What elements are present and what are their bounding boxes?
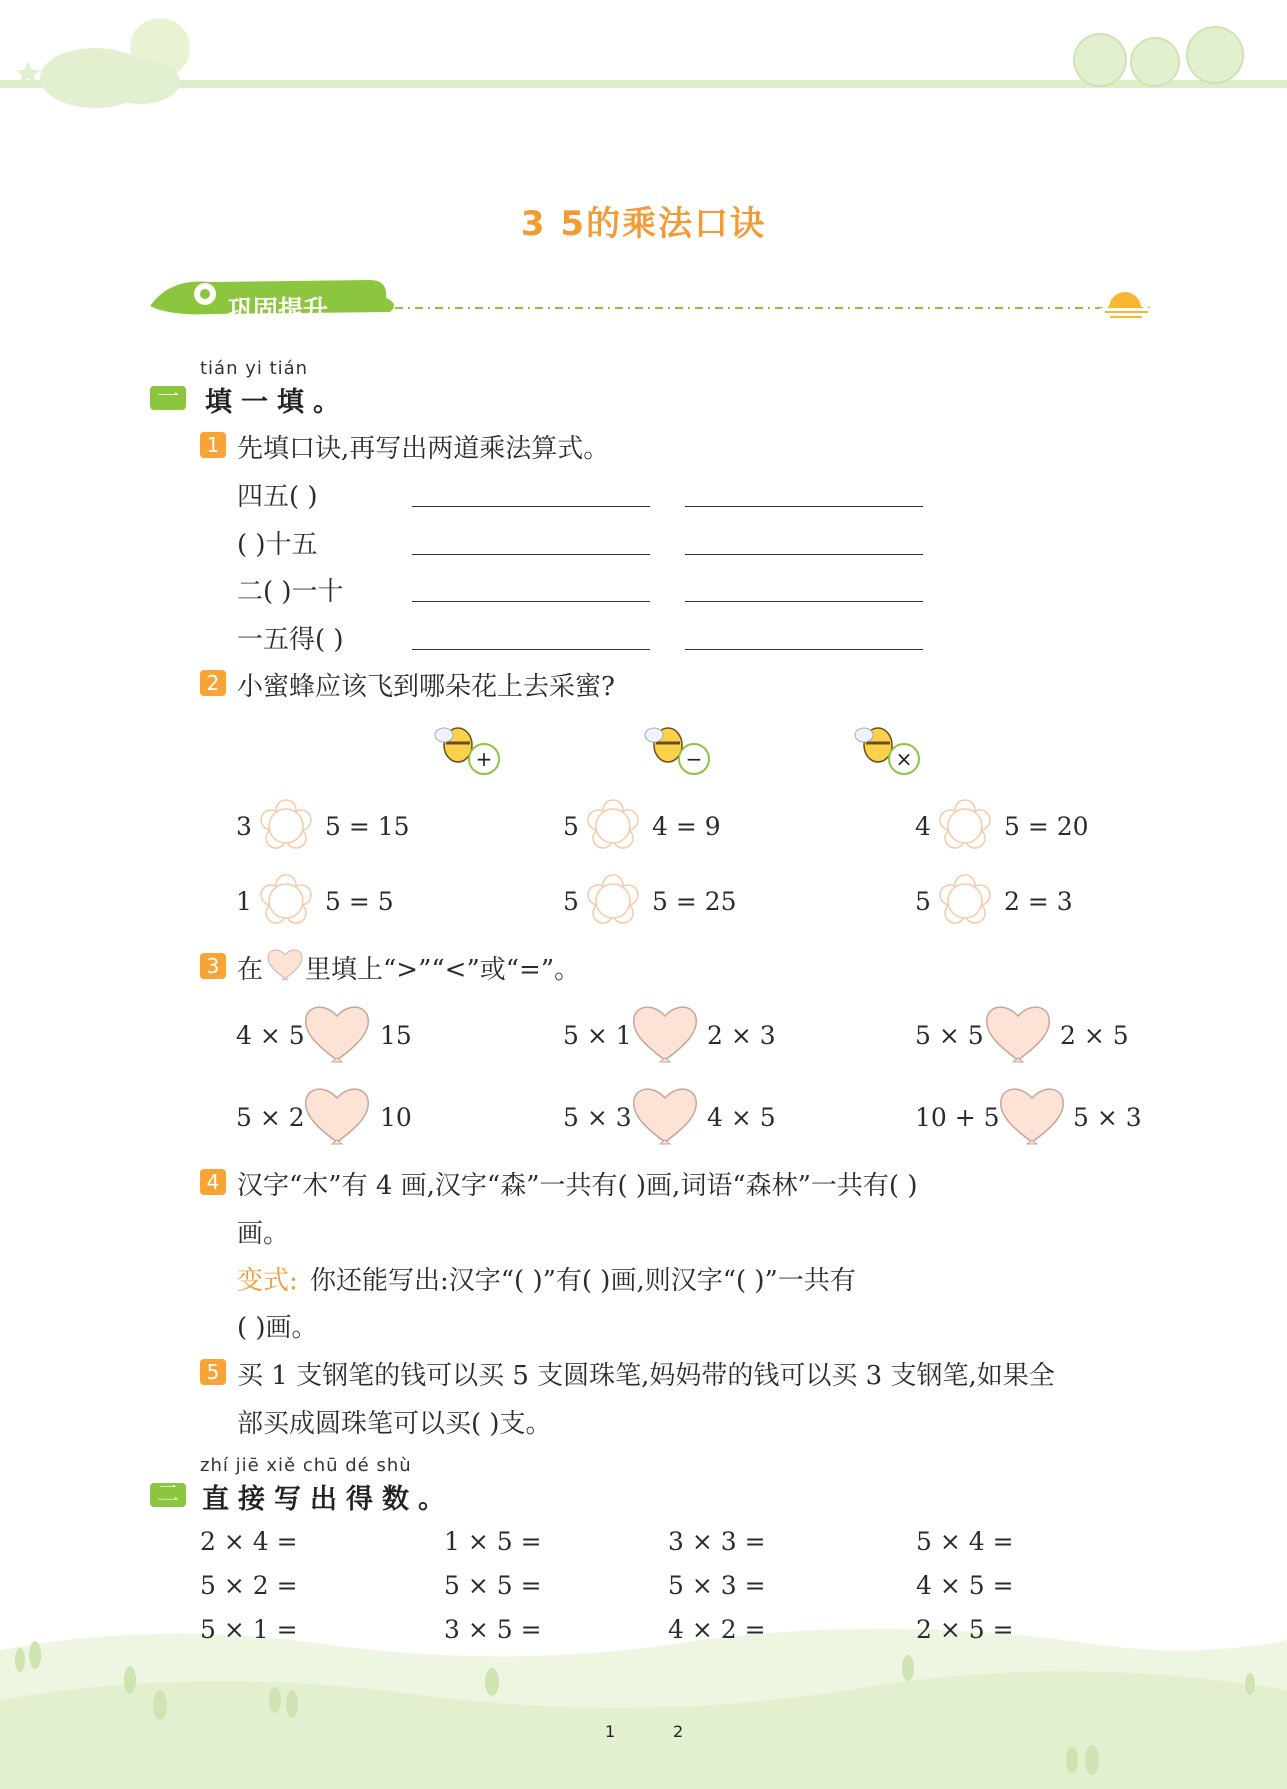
calc-item: 3 × 3 = xyxy=(668,1527,766,1556)
section2-title: 直接写出得数。 xyxy=(202,1484,454,1515)
q1-row-3: 二( )一十 xyxy=(237,577,344,607)
calc-item: 4 × 2 = xyxy=(668,1615,766,1644)
compare-right: 5 × 3 xyxy=(1073,1103,1142,1132)
heart-blank[interactable] xyxy=(302,1082,372,1148)
q4-line-1: 汉字“木”有 4 画,汉字“森”一共有( )画,词语“森林”一共有( ) xyxy=(237,1171,918,1201)
q1-row-4: 一五得( ) xyxy=(237,625,344,655)
q1-answer-blank[interactable] xyxy=(685,478,923,507)
calc-item: 5 × 5 = xyxy=(444,1571,542,1600)
page-number: 1 xyxy=(605,1722,616,1741)
q5-line-2: 部买成圆珠笔可以买( )支。 xyxy=(237,1409,552,1439)
flower-blank[interactable] xyxy=(585,873,641,929)
q3-number: 3 xyxy=(200,953,226,979)
calc-item: 5 × 2 = xyxy=(200,1571,298,1600)
calc-item: 5 × 1 = xyxy=(200,1615,298,1644)
q4-number: 4 xyxy=(200,1169,226,1195)
compare-left: 10 + 5 xyxy=(915,1103,1000,1132)
q1-row-1: 四五( ) xyxy=(237,482,318,512)
flower-blank[interactable] xyxy=(258,873,314,929)
q4-variant-label: 变式: xyxy=(237,1266,298,1296)
flower-left: 5 xyxy=(563,887,579,916)
heart-blank[interactable] xyxy=(630,1082,700,1148)
bee-operator: + xyxy=(475,747,493,771)
calc-item: 2 × 4 = xyxy=(200,1527,298,1556)
compare-left: 5 × 2 xyxy=(236,1103,305,1132)
q1-answer-blank[interactable] xyxy=(685,526,923,555)
q1-number: 1 xyxy=(200,432,226,458)
page-title: 3 5的乘法口诀 xyxy=(520,204,767,244)
calc-item: 5 × 4 = xyxy=(916,1527,1014,1556)
calc-item: 5 × 3 = xyxy=(668,1571,766,1600)
flower-right: 5 = 20 xyxy=(1004,812,1089,841)
q4-line-2: 画。 xyxy=(237,1219,290,1249)
header-decoration xyxy=(0,0,1287,110)
calc-item: 4 × 5 = xyxy=(916,1571,1014,1600)
q1-answer-blank[interactable] xyxy=(685,573,923,602)
compare-left: 4 × 5 xyxy=(236,1021,305,1050)
q1-answer-blank[interactable] xyxy=(685,621,923,650)
compare-right: 2 × 3 xyxy=(707,1021,776,1050)
flower-blank[interactable] xyxy=(937,798,993,854)
compare-left: 5 × 3 xyxy=(563,1103,632,1132)
compare-right: 2 × 5 xyxy=(1060,1021,1129,1050)
flower-right: 2 = 3 xyxy=(1004,887,1073,916)
section1-title: 填一填。 xyxy=(205,387,349,418)
flower-blank[interactable] xyxy=(258,798,314,854)
compare-left: 5 × 5 xyxy=(915,1021,984,1050)
flower-left: 4 xyxy=(915,812,931,841)
footer-hills-decoration xyxy=(0,1610,1287,1789)
q3-text-after: 里填上“>”“<”或“=”。 xyxy=(305,955,581,985)
section1-badge: 一 xyxy=(150,386,186,410)
q1-text: 先填口诀,再写出两道乘法算式。 xyxy=(237,434,610,464)
q1-answer-blank[interactable] xyxy=(412,573,650,602)
flower-blank[interactable] xyxy=(937,873,993,929)
section2-pinyin: zhí jiē xiě chū dé shù xyxy=(200,1455,412,1476)
flower-right: 5 = 25 xyxy=(652,887,737,916)
calc-item: 2 × 5 = xyxy=(916,1615,1014,1644)
q1-answer-blank[interactable] xyxy=(412,621,650,650)
q4-variant-line-2: ( )画。 xyxy=(237,1313,318,1343)
calc-item: 3 × 5 = xyxy=(444,1615,542,1644)
bee-times-icon xyxy=(850,715,920,777)
q1-row-2: ( )十五 xyxy=(237,530,318,560)
compare-right: 4 × 5 xyxy=(707,1103,776,1132)
animals-icon xyxy=(1074,27,1243,86)
section1-pinyin: tián yi tián xyxy=(200,358,309,379)
bee-operator: × xyxy=(895,747,913,771)
flower-right: 5 = 15 xyxy=(325,812,410,841)
q4-variant-line-1: 你还能写出:汉字“( )”有( )画,则汉字“( )”一共有 xyxy=(310,1266,856,1296)
heart-blank[interactable] xyxy=(997,1082,1067,1148)
flower-left: 5 xyxy=(563,812,579,841)
banner-label: 巩固提升 xyxy=(228,295,329,324)
q1-answer-blank[interactable] xyxy=(412,478,650,507)
calc-item: 1 × 5 = xyxy=(444,1527,542,1556)
bee-plus-icon xyxy=(430,715,500,777)
flower-left: 3 xyxy=(236,812,252,841)
q5-line-1: 买 1 支钢笔的钱可以买 5 支圆珠笔,妈妈带的钱可以买 3 支钢笔,如果全 xyxy=(237,1361,1055,1391)
compare-right: 15 xyxy=(380,1021,412,1050)
flower-left: 1 xyxy=(236,887,252,916)
q1-answer-blank[interactable] xyxy=(412,526,650,555)
sun-cloud-icon xyxy=(16,18,190,108)
q2-number: 2 xyxy=(200,670,226,696)
flower-blank[interactable] xyxy=(585,798,641,854)
compare-left: 5 × 1 xyxy=(563,1021,632,1050)
bee-operator: − xyxy=(685,747,703,771)
flower-right: 4 = 9 xyxy=(652,812,721,841)
q2-text: 小蜜蜂应该飞到哪朵花上去采蜜? xyxy=(237,672,615,702)
heart-icon xyxy=(266,945,304,983)
flower-left: 5 xyxy=(915,887,931,916)
page-number: 2 xyxy=(673,1722,684,1741)
q5-number: 5 xyxy=(200,1359,226,1385)
heart-blank[interactable] xyxy=(983,1000,1053,1066)
flower-right: 5 = 5 xyxy=(325,887,394,916)
heart-blank[interactable] xyxy=(302,1000,372,1066)
heart-blank[interactable] xyxy=(630,1000,700,1066)
compare-right: 10 xyxy=(380,1103,412,1132)
q3-text-before: 在 xyxy=(237,955,264,985)
bee-minus-icon xyxy=(640,715,710,777)
section2-badge: 二 xyxy=(150,1483,186,1507)
